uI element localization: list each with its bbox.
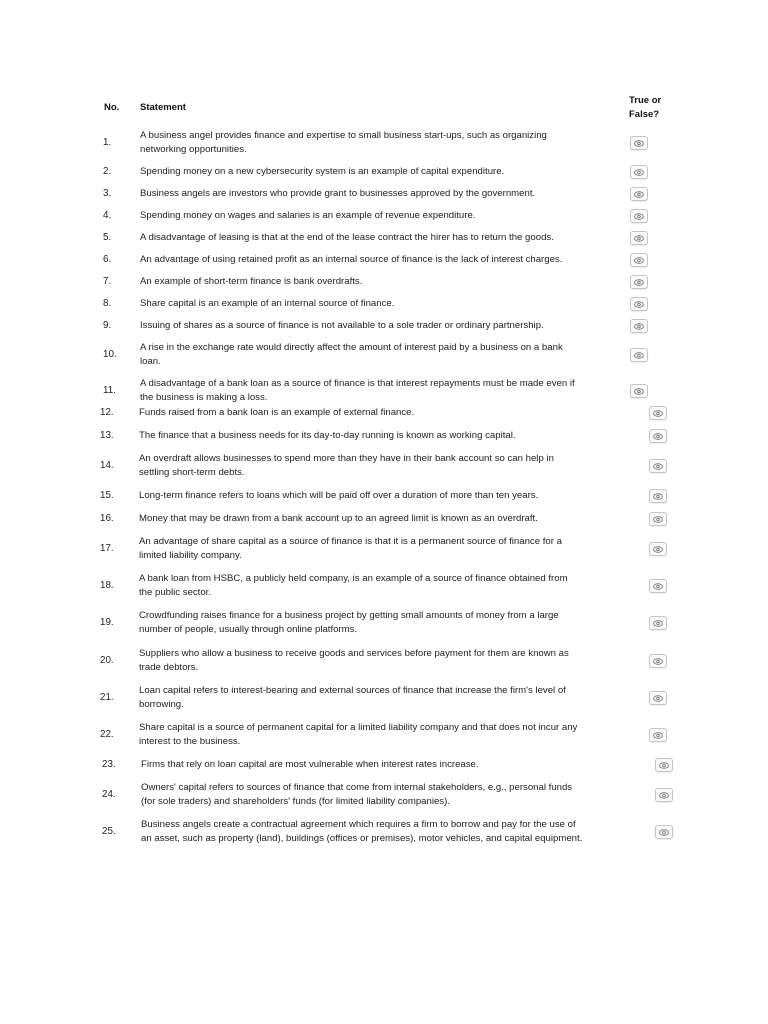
statement-text [140,209,475,223]
statement-line-1: An advantage of using retained profit as an internal source of finance is the lack of interest charges. [140,254,563,265]
reveal-answer-button[interactable] [649,579,667,593]
header-no: No. [104,102,120,113]
statement-text [141,758,479,772]
statement-line-1: A business angel provides finance and expertise to small business start-ups, such as organizing [140,130,547,141]
row-number: 4. [103,210,112,221]
statement-text [140,297,394,311]
statement-line-2: trade debtors. [139,662,199,673]
statement-text [140,319,544,333]
statement-line-1: Owners' capital refers to sources of finance that come from internal stakeholders, e.g., personal funds [141,782,573,793]
reveal-answer-button[interactable] [649,489,667,503]
row-number: 12. [100,407,114,418]
statement-line-1: Share capital is a source of permanent capital for a limited liability company and that does not incur any [139,722,578,733]
statement-text [139,452,554,480]
statement-text [140,165,504,179]
eye-icon [634,213,644,220]
row-number: 1. [103,137,112,148]
reveal-answer-button[interactable] [649,459,667,473]
statement-line-1: Suppliers who allow a business to receive goods and services before payment for them are known as [139,648,569,659]
reveal-answer-button[interactable] [630,297,648,311]
row-number: 11. [103,385,116,396]
eye-icon [634,235,644,242]
row-number: 19. [100,617,114,628]
reveal-answer-button[interactable] [630,136,648,150]
row-number: 17. [100,543,114,554]
eye-icon [653,546,663,553]
statement-line-1: Issuing of shares as a source of finance is not available to a sole trader or ordinary partnership. [140,320,544,331]
header-statement: Statement [140,102,186,113]
header-true-or-false: True or False? [629,95,662,120]
reveal-answer-button[interactable] [630,384,648,398]
statement-line-1: A disadvantage of a bank loan as a source of finance is that interest repayments must be made even if [140,378,575,389]
eye-icon [634,191,644,198]
statement-line-1: An overdraft allows businesses to spend more than they have in their bank account so can help in [139,453,554,464]
eye-icon [634,257,644,264]
reveal-answer-button[interactable] [649,429,667,443]
statement-line-2: the business is making a loss. [140,392,268,403]
eye-icon [653,695,663,702]
row-number: 21. [100,692,114,703]
statement-line-1: An advantage of share capital as a source of finance is that it is a permanent source of finance for a [139,536,562,547]
row-number: 14. [100,460,114,471]
statement-text [139,429,516,443]
statement-line-1: Business angels are investors who provide grant to businesses approved by the government. [140,188,536,199]
row-number: 23. [102,759,116,770]
row-number: 3. [103,188,112,199]
statement-line-1: Crowdfunding raises finance for a business project by getting small amounts of money from a large [139,610,559,621]
statement-line-1: Share capital is an example of an internal source of finance. [140,298,395,309]
eye-icon [634,301,644,308]
statement-line-2: an asset, such as property (land), buildings (offices or premises), motor vehicles, and capital equipment. [141,833,583,844]
statement-text [140,275,362,289]
reveal-answer-button[interactable] [649,691,667,705]
row-number: 22. [100,729,114,740]
statement-line-2: settling short-term debts. [139,467,245,478]
row-number: 20. [100,655,114,666]
statement-text [140,231,554,245]
reveal-answer-button[interactable] [649,616,667,630]
statement-line-2: networking opportunities. [140,144,247,155]
statement-line-1: Funds raised from a bank loan is an example of external finance. [139,407,415,418]
statement-text [140,253,562,267]
row-number: 6. [103,254,112,265]
row-number: 24. [102,789,116,800]
statement-text [139,512,538,526]
reveal-answer-button[interactable] [630,187,648,201]
reveal-answer-button[interactable] [649,654,667,668]
eye-icon [634,388,644,395]
row-number: 5. [103,232,112,243]
statement-line-1: Business angels create a contractual agreement which requires a firm to borrow and pay for the use of [141,819,576,830]
statement-line-1: A bank loan from HSBC, a publicly held company, is an example of a source of finance obtained from [139,573,568,584]
statement-line-1: Spending money on a new cybersecurity system is an example of capital expenditure. [140,166,505,177]
row-number: 25. [102,826,116,837]
reveal-answer-button[interactable] [630,275,648,289]
reveal-answer-button[interactable] [630,231,648,245]
reveal-answer-button[interactable] [649,542,667,556]
reveal-answer-button[interactable] [630,253,648,267]
eye-icon [634,279,644,286]
eye-icon [634,140,644,147]
statement-text [140,341,563,369]
eye-icon [653,463,663,470]
statement-text [139,721,577,749]
eye-icon [653,410,663,417]
reveal-answer-button[interactable] [630,348,648,362]
reveal-answer-button[interactable] [630,319,648,333]
statement-text [140,377,575,405]
statement-text [141,781,572,809]
eye-icon [634,323,644,330]
statement-line-2: (for sole traders) and shareholders' funds (for limited liability companies). [141,796,450,807]
row-number: 16. [100,513,114,524]
statement-text [139,406,414,420]
statement-text [140,187,535,201]
statement-line-1: Firms that rely on loan capital are most vulnerable when interest rates increase. [141,759,479,770]
row-number: 13. [100,430,114,441]
statement-text [139,489,538,503]
reveal-answer-button[interactable] [655,758,673,772]
eye-icon [653,732,663,739]
statement-text [139,572,568,600]
statement-line-2: loan. [140,356,161,367]
eye-icon [634,169,644,176]
eye-icon [653,516,663,523]
reveal-answer-button[interactable] [655,788,673,802]
row-number: 8. [103,298,112,309]
statement-line-1: A disadvantage of leasing is that at the end of the lease contract the hirer has to return the goods. [140,232,554,243]
reveal-answer-button[interactable] [649,512,667,526]
statement-text [139,684,566,712]
eye-icon [653,493,663,500]
row-number: 15. [100,490,114,501]
eye-icon [653,658,663,665]
eye-icon [653,583,663,590]
eye-icon [659,829,669,836]
reveal-answer-button[interactable] [649,406,667,420]
eye-icon [659,792,669,799]
statement-text [141,818,582,846]
statement-line-2: borrowing. [139,699,184,710]
eye-icon [659,762,669,769]
statement-text [139,609,559,637]
statement-line-1: The finance that a business needs for its day-to-day running is known as working capital. [139,430,516,441]
statement-line-1: Long-term finance refers to loans which will be paid off over a duration of more than ten years. [139,490,539,501]
statement-line-1: Spending money on wages and salaries is an example of revenue expenditure. [140,210,476,221]
statement-line-2: interest to the business. [139,736,241,747]
reveal-answer-button[interactable] [630,165,648,179]
statement-line-2: limited liability company. [139,550,242,561]
reveal-answer-button[interactable] [655,825,673,839]
statement-line-1: A rise in the exchange rate would directly affect the amount of interest paid by a business on a bank [140,342,563,353]
statement-line-2: the public sector. [139,587,211,598]
statement-text [139,647,569,675]
reveal-answer-button[interactable] [630,209,648,223]
row-number: 18. [100,580,114,591]
reveal-answer-button[interactable] [649,728,667,742]
statement-line-2: number of people, usually through online platforms. [139,624,358,635]
row-number: 7. [103,276,112,287]
statement-line-1: Loan capital refers to interest-bearing and external sources of finance that increase the firm's level of [139,685,566,696]
statement-line-1: Money that may be drawn from a bank account up to an agreed limit is known as an overdraft. [139,513,538,524]
statement-text [140,129,547,157]
row-number: 2. [103,166,112,177]
row-number: 10. [103,349,117,360]
eye-icon [653,620,663,627]
row-number: 9. [103,320,112,331]
eye-icon [653,433,663,440]
eye-icon [634,352,644,359]
statement-line-1: An example of short-term finance is bank overdrafts. [140,276,363,287]
statement-text [139,535,562,563]
